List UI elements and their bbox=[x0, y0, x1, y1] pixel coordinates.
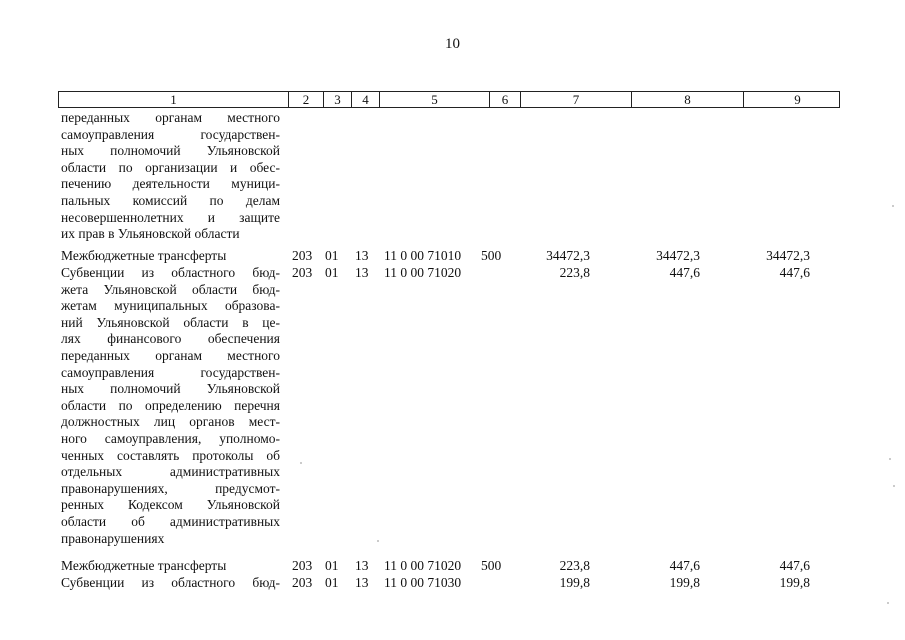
cell-col-9: 199,8 bbox=[779, 575, 810, 590]
page-number: 10 bbox=[445, 36, 460, 52]
description-line: должностных лиц органов мест- bbox=[61, 414, 280, 430]
header-col-1: 1 bbox=[170, 92, 177, 107]
header-col-4: 4 bbox=[351, 92, 379, 107]
cell-col-3: 01 bbox=[325, 265, 339, 280]
description-line: самоуправления государствен- bbox=[61, 364, 280, 380]
cell-col-3: 01 bbox=[325, 575, 339, 590]
cell-col-4: 13 bbox=[355, 558, 369, 573]
description-line: пальных комиссий по делам bbox=[61, 192, 280, 208]
description-line: жетам муниципальных образова- bbox=[61, 298, 280, 314]
cell-col-5: 11 0 00 71020 bbox=[384, 558, 462, 573]
cell-col-7: 199,8 bbox=[559, 575, 590, 590]
cell-col-4: 13 bbox=[355, 265, 369, 280]
description-line: правонарушениях, предусмот- bbox=[61, 480, 280, 496]
row-name bbox=[61, 575, 280, 592]
header-col-2: 2 bbox=[288, 92, 323, 107]
cell-col-9: 34472,3 bbox=[766, 248, 810, 263]
description-line: самоуправления государствен- bbox=[61, 126, 280, 142]
scan-speck bbox=[887, 602, 889, 604]
cell-col-3: 01 bbox=[325, 248, 339, 263]
description-line: Субвенции из областного бюд- bbox=[61, 265, 280, 280]
description-line: переданных органам местного bbox=[61, 110, 280, 125]
cell-col-7: 223,8 bbox=[559, 265, 590, 280]
cell-col-4: 13 bbox=[355, 575, 369, 590]
cell-col-6: 500 bbox=[481, 558, 502, 573]
cell-col-2: 203 bbox=[292, 265, 313, 280]
description-line: области по организации и обес- bbox=[61, 159, 280, 175]
cell-col-2: 203 bbox=[292, 575, 313, 590]
description-line: лях финансового обеспечения bbox=[61, 331, 280, 347]
cell-col-5: 11 0 00 71020 bbox=[384, 265, 462, 280]
description-line: ченных составлять протоколы об bbox=[61, 447, 280, 463]
description-line: ных полномочий Ульяновской bbox=[61, 143, 280, 159]
cell-col-8: 447,6 bbox=[669, 558, 700, 573]
cell-col-8: 447,6 bbox=[669, 265, 700, 280]
cell-col-2: 203 bbox=[292, 248, 313, 263]
header-col-5: 5 bbox=[379, 92, 489, 107]
cell-col-5: 11 0 00 71030 bbox=[384, 575, 462, 590]
description-line: несовершеннолетних и защите bbox=[61, 209, 280, 225]
cell-col-7: 34472,3 bbox=[546, 248, 590, 263]
table-header-row bbox=[58, 91, 840, 108]
description-line: области по определению перечня bbox=[61, 397, 280, 413]
description-line: переданных органам местного bbox=[61, 347, 280, 363]
cell-col-4: 13 bbox=[355, 248, 369, 263]
description-line: печению деятельности муници- bbox=[61, 176, 280, 192]
description-line: области об административных bbox=[61, 513, 280, 529]
description-line: ных полномочий Ульяновской bbox=[61, 381, 280, 397]
cell-col-8: 199,8 bbox=[669, 575, 700, 590]
header-col-9: 9 bbox=[743, 92, 851, 107]
cell-col-9: 447,6 bbox=[779, 265, 810, 280]
scan-speck bbox=[377, 540, 379, 542]
description-line: отдельных административных bbox=[61, 464, 280, 480]
cell-col-5: 11 0 00 71010 bbox=[384, 248, 462, 263]
scan-speck bbox=[300, 462, 302, 464]
cell-col-9: 447,6 bbox=[779, 558, 810, 573]
cell-col-7: 223,8 bbox=[559, 558, 590, 573]
scan-speck bbox=[892, 205, 894, 207]
row-name: Межбюджетные трансферты bbox=[61, 248, 227, 263]
scan-speck bbox=[893, 485, 895, 487]
header-col-3: 3 bbox=[323, 92, 351, 107]
header-col-7: 7 bbox=[520, 92, 631, 107]
description-line: ного самоуправления, уполномо- bbox=[61, 430, 280, 446]
description-line: их прав в Ульяновской области bbox=[61, 226, 240, 242]
header-col-6: 6 bbox=[489, 92, 520, 107]
continued-description bbox=[61, 110, 280, 243]
cell-col-2: 203 bbox=[292, 558, 313, 573]
row-name: Межбюджетные трансферты bbox=[61, 558, 227, 573]
scan-speck bbox=[889, 458, 891, 460]
description-line: правонарушениях bbox=[61, 530, 165, 546]
cell-col-6: 500 bbox=[481, 248, 502, 263]
description-line: ренных Кодексом Ульяновской bbox=[61, 497, 280, 513]
cell-col-8: 34472,3 bbox=[656, 248, 700, 263]
header-col-8: 8 bbox=[631, 92, 743, 107]
description-line: жета Ульяновской области бюд- bbox=[61, 281, 280, 297]
row-description bbox=[61, 265, 280, 547]
description-line: Субвенции из областного бюд- bbox=[61, 575, 280, 590]
description-line: ний Ульяновской области в це- bbox=[61, 314, 280, 330]
cell-col-3: 01 bbox=[325, 558, 339, 573]
